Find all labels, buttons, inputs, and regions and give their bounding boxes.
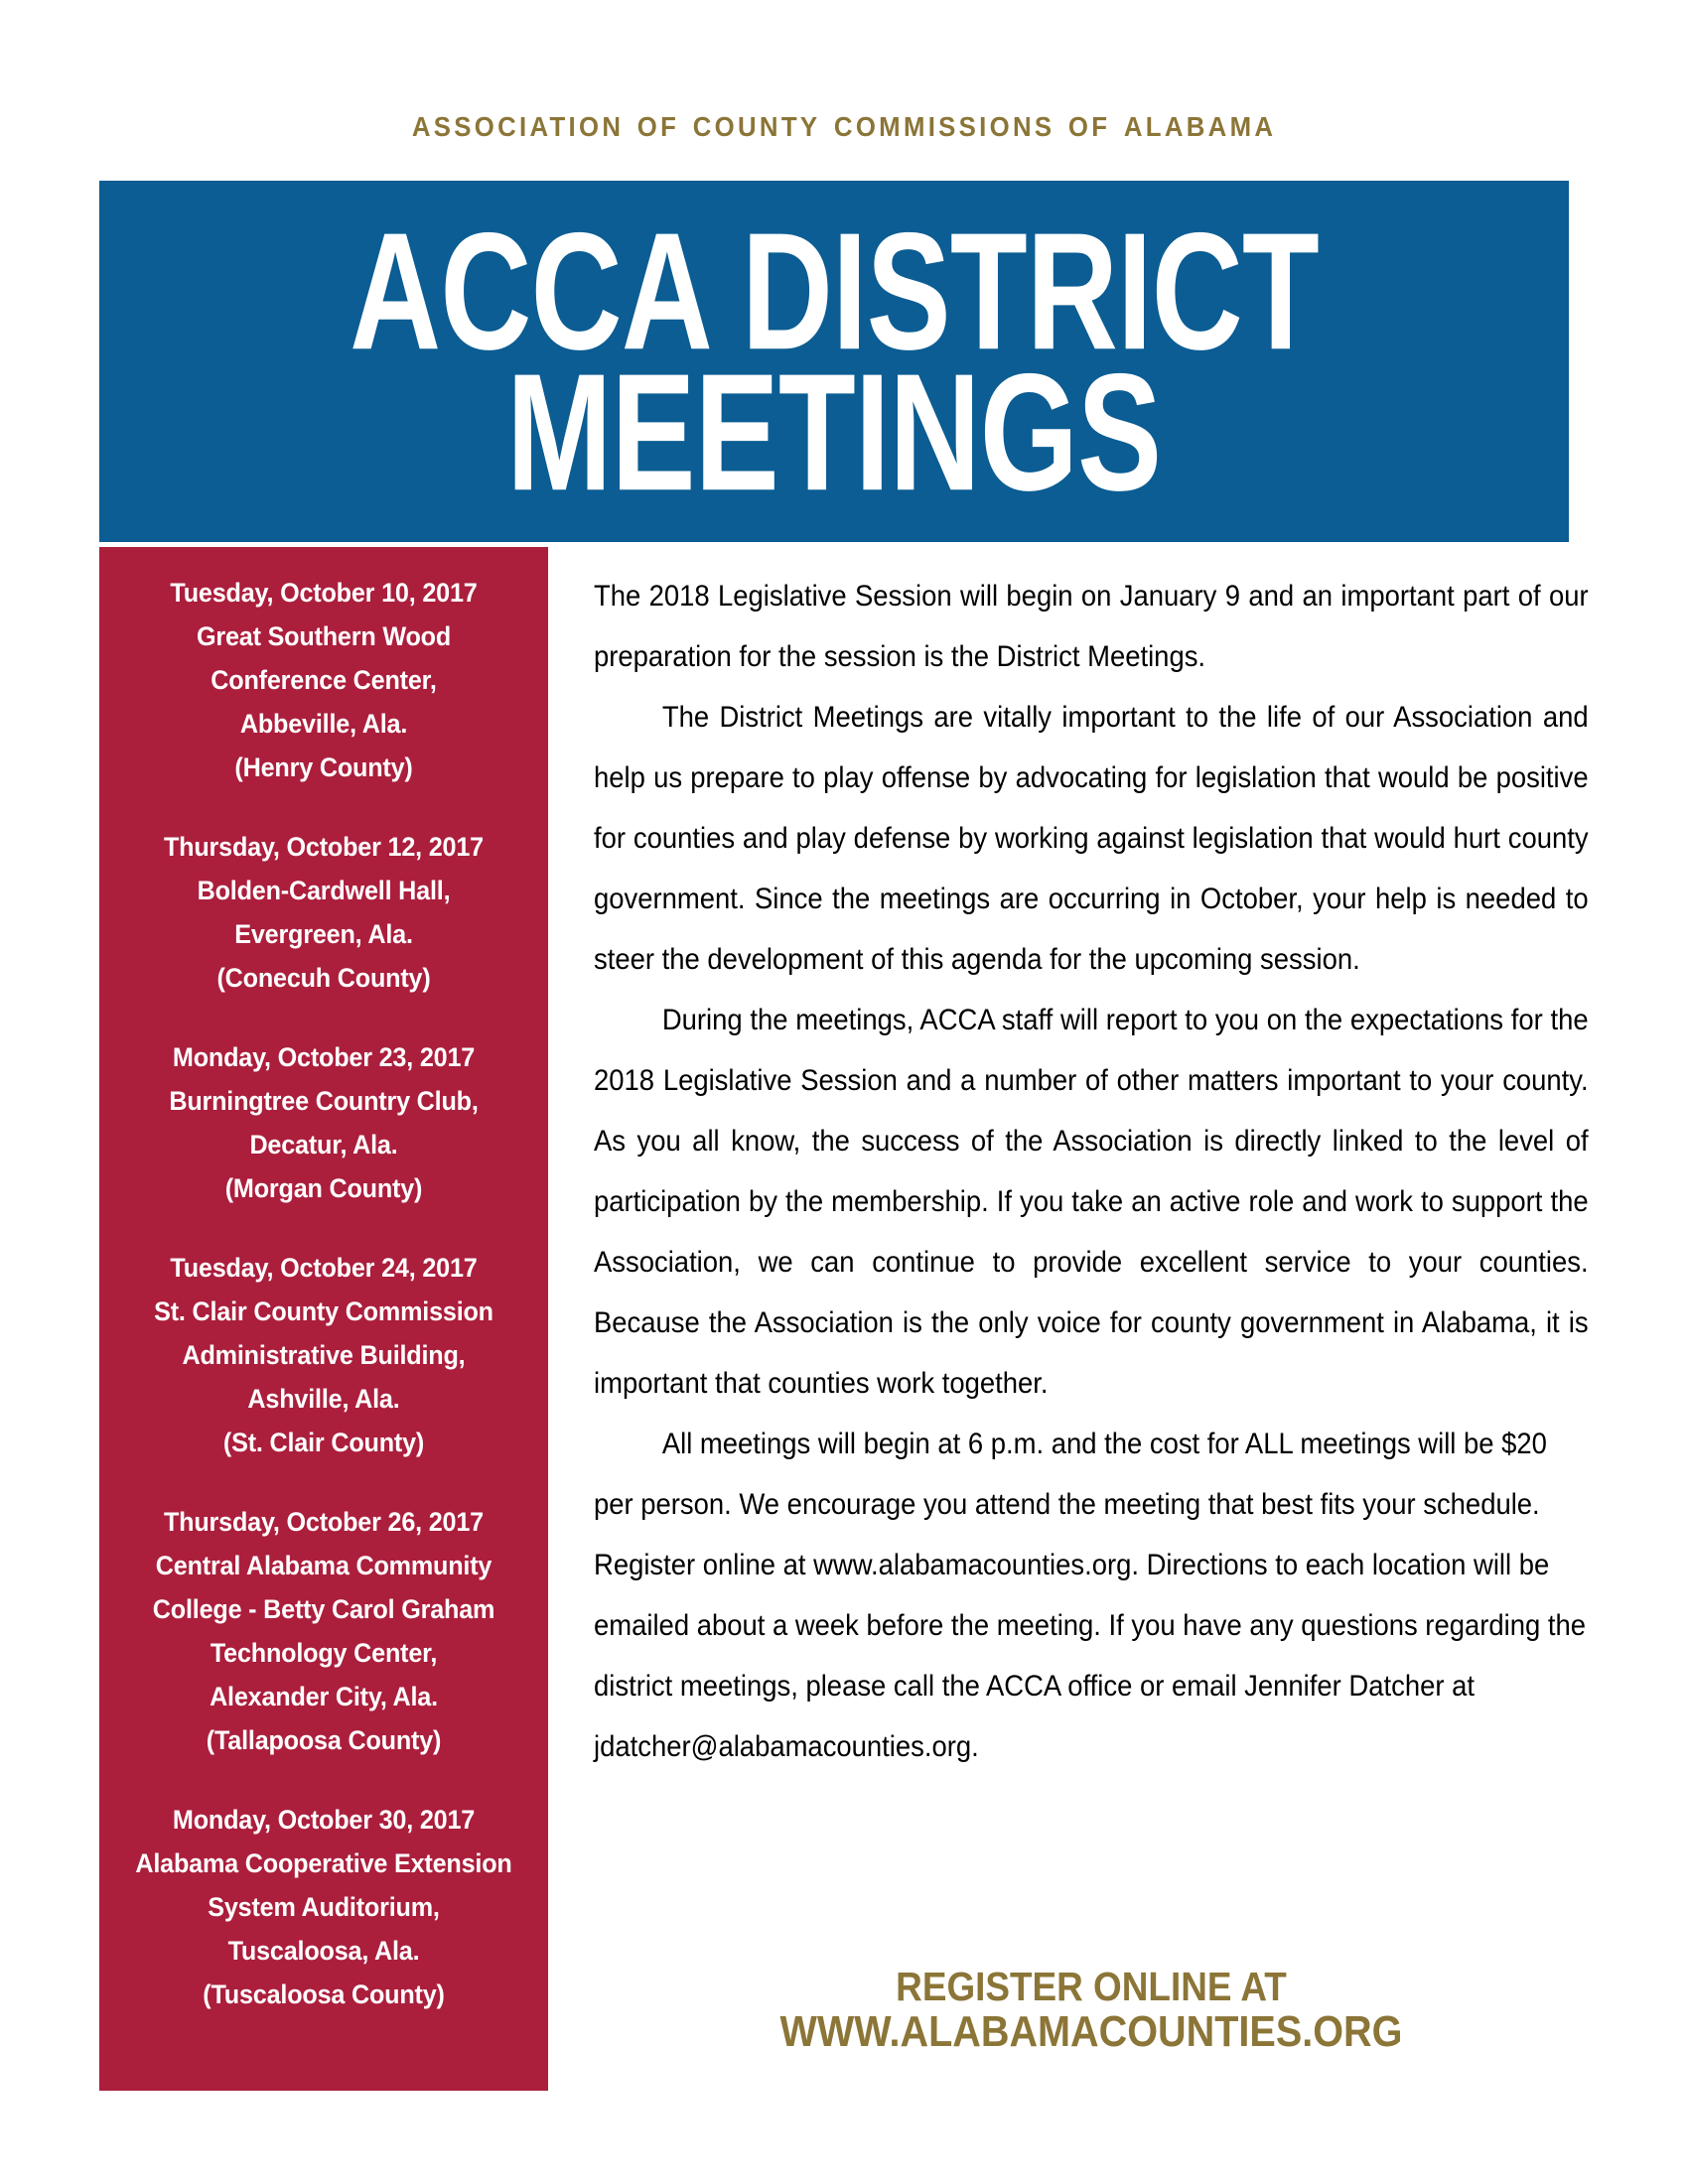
meeting-county: (Tuscaloosa County) [203,1979,445,2009]
meeting-date: Thursday, October 26, 2017 [163,1507,484,1537]
meeting-entry [111,825,536,1000]
meeting-entry [111,1035,536,1210]
meeting-venue-2: Conference Center, [211,665,437,695]
meeting-schedule-sidebar [99,547,548,2091]
meeting-venue-2: System Auditorium, [208,1892,440,1922]
meeting-county: (Henry County) [234,752,413,782]
meeting-date: Tuesday, October 24, 2017 [170,1253,478,1283]
organization-header [99,95,1589,151]
meeting-venue-2: College - Betty Carol Graham [152,1594,495,1624]
meeting-venue: Central Alabama Community [155,1551,492,1580]
meeting-date: Tuesday, October 10, 2017 [170,578,478,608]
banner-title-line-2: MEETINGS [506,338,1162,526]
meeting-county: (Morgan County) [224,1173,423,1203]
meeting-city: Decatur, Ala. [249,1130,398,1160]
meeting-venue: Burningtree Country Club, [169,1086,479,1116]
meeting-entry [111,1246,536,1464]
meeting-venue: Bolden-Cardwell Hall, [197,876,451,905]
meeting-entry [111,1500,536,1762]
meeting-venue: Alabama Cooperative Extension [135,1848,512,1878]
meeting-city: Evergreen, Ala. [234,919,413,949]
meeting-entry [111,571,536,789]
meeting-city: Tuscaloosa, Ala. [227,1936,420,1966]
meeting-venue-3: Technology Center, [210,1638,438,1668]
body-paragraph-2: The District Meetings are vitally important to the life of our Association and help us prepare to play offense by advocating for legislation that would be positive for counties and play defense by working against legislation that would hurt county government. Since the meetings are occurring in October, your help is needed to steer the development of this agenda for the upcoming session. [594,701,1589,976]
meeting-venue: St. Clair County Commission [154,1297,493,1326]
meeting-venue: Great Southern Wood [196,621,452,651]
meeting-date: Monday, October 30, 2017 [172,1805,476,1835]
meeting-city: Ashville, Ala. [247,1384,400,1414]
meeting-city: Alexander City, Ala. [210,1682,438,1711]
body-paragraph-4: All meetings will begin at 6 p.m. and the cost for ALL meetings will be $20 per person. We encourage you attend the meeting that best fits your schedule. Register online at www.alabamacounties.org. Directions to each location will be emailed about a week before the meeting. If you have any questions regarding the district meetings, please call the ACCA office or email Jennifer Datcher at jdatcher@alabamacounties.org. [594,1428,1586,1763]
organization-name: association of county commissions of alabama [411,101,1277,145]
meeting-county: (Conecuh County) [216,963,431,993]
article-body [594,566,1589,1777]
meeting-county: (St. Clair County) [222,1428,425,1457]
title-banner [99,181,1569,542]
meeting-city: Abbeville, Ala. [239,709,408,739]
meeting-entry [111,1798,536,2016]
banner-title-line-1: ACCA DISTRICT [350,197,1319,385]
body-paragraph-3: During the meetings, ACCA staff will report to you on the expectations for the 2018 Legislative Session and a number of other matters important to your county. As you all know, the success of the Association is directly linked to the level of participation by the membership. If you take an active role and work to support the Association, we can continue to provide excellent service to your counties. Because the Association is the only voice for county government in Alabama, it is important that counties work together. [594,1004,1589,1400]
footer-register-label: REGISTER ONLINE AT [896,1964,1287,2009]
meeting-venue-2: Administrative Building, [182,1340,466,1370]
body-paragraph-1: The 2018 Legislative Session will begin on January 9 and an important part of our preparation for the session is the District Meetings. [594,580,1589,673]
footer-website-url[interactable]: WWW.ALABAMACOUNTIES.ORG [779,2007,1403,2056]
meeting-date: Thursday, October 12, 2017 [163,832,484,862]
register-footer [594,1964,1589,2055]
meeting-county: (Tallapoosa County) [206,1725,442,1755]
meeting-date: Monday, October 23, 2017 [172,1042,476,1072]
